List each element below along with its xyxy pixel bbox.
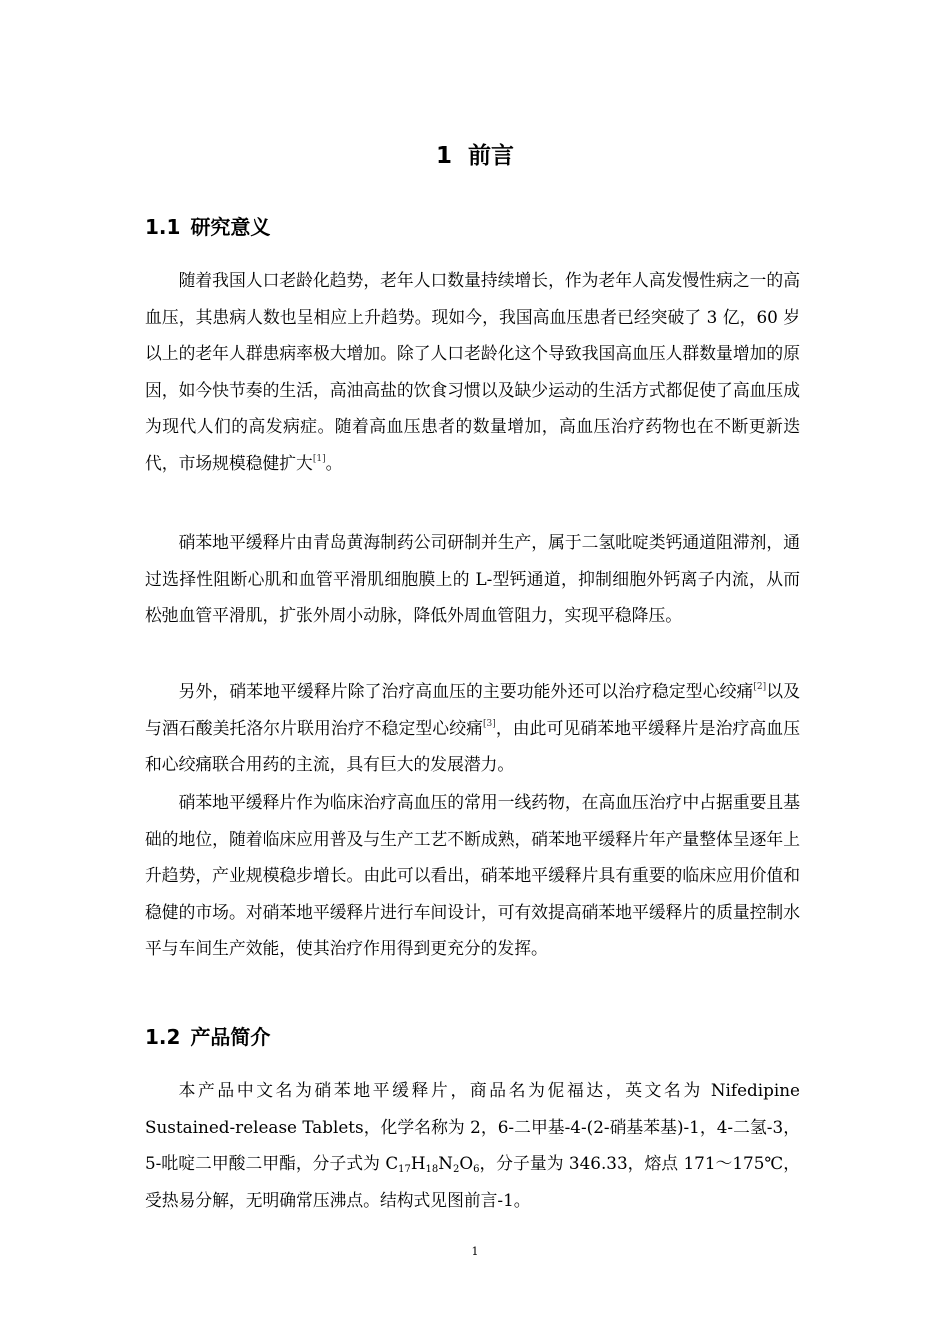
paragraph-research-significance-3 bbox=[145, 673, 800, 783]
paragraph-research-significance-2: 硝苯地平缓释片由青岛黄海制药公司研制并生产，属于二氢吡啶类钙通道阻滞剂，通过选择性阻断心肌和血管平滑肌细胞膜上的 L-型钙通道，抑制细胞外钙离子内流，从而松弛血管平滑肌，扩张外周小动脉，降低外周血管阻力，实现平稳降压。 bbox=[145, 532, 800, 625]
formula-subscript: 2 bbox=[452, 1164, 460, 1175]
paragraph-text: 随着我国人口老龄化趋势，老年人口数量持续增长，作为老年人高发慢性病之一的高血压，其患病人数也呈相应上升趋势。现如今，我国高血压患者已经突破了 3 亿，60 岁以上的老年人群患病率极大增加。除了人口老龄化这个导致我国高血压人群数量增加的原因，如今快节奏的生活，高油高盐的饮食习惯以及缺少运动的生活方式都促使了高血压成为现代人们的高发病症。随着高血压患者的数量增加，高血压治疗药物也在不断更新迭代，市场规模稳健扩大 bbox=[145, 270, 800, 473]
paragraph-text: ，分子量为 346.33，熔点 171～175℃，受热易分解，无明确常压沸点。结构式见图前言-1。 bbox=[145, 1153, 800, 1210]
citation-ref: [3] bbox=[483, 718, 496, 729]
chapter-heading bbox=[0, 140, 950, 172]
molecular-formula bbox=[385, 1153, 479, 1173]
section-title: 研究意义 bbox=[190, 215, 271, 239]
section-heading-1-1 bbox=[145, 212, 270, 242]
citation-ref: [1] bbox=[312, 453, 326, 464]
paragraph-text: 另外，硝苯地平缓释片除了治疗高血压的主要功能外还可以治疗稳定型心绞痛 bbox=[178, 681, 754, 701]
paragraph-text: ，由此可见硝苯地平缓释片是治疗高血压和心绞痛联合用药的主流，具有巨大的发展潜力。 bbox=[145, 717, 800, 774]
section-title: 产品简介 bbox=[190, 1025, 271, 1049]
paragraph-research-significance-4: 硝苯地平缓释片作为临床治疗高血压的常用一线药物，在高血压治疗中占据重要且基础的地位，随着临床应用普及与生产工艺不断成熟，硝苯地平缓释片年产量整体呈逐年上升趋势，产业规模稳步增长。由此可以看出，硝苯地平缓释片具有重要的临床应用价值和稳健的市场。对硝苯地平缓释片进行车间设计，可有效提高硝苯地平缓释片的质量控制水平与车间生产效能，使其治疗作用得到更充分的发挥。 bbox=[145, 792, 800, 958]
page-number: 1 bbox=[471, 1245, 479, 1258]
formula-subscript: 6 bbox=[473, 1164, 480, 1175]
paragraph-end: 。 bbox=[325, 452, 343, 473]
formula-element: H bbox=[410, 1153, 426, 1173]
paragraph-research-significance-1 bbox=[145, 262, 800, 481]
formula-subscript: 18 bbox=[425, 1164, 439, 1175]
citation-ref: [2] bbox=[753, 682, 767, 692]
formula-subscript: 17 bbox=[398, 1164, 411, 1175]
formula-element: N bbox=[438, 1153, 453, 1173]
section-number: 1.1 bbox=[145, 215, 181, 239]
section-number: 1.2 bbox=[145, 1025, 181, 1049]
paragraph-product-intro bbox=[145, 1072, 800, 1218]
formula-element: O bbox=[459, 1153, 474, 1173]
paragraph-text: 以及与酒石酸美托洛尔片联用治疗不稳定型心绞痛 bbox=[145, 681, 800, 738]
paragraph-text: 本产品中文名为硝苯地平缓释片，商品名为伲福达，英文名为 Nifedipine Sustained-release Tablets，化学名称为 2，6-二甲基-4-(2-硝基苯基)-1，4-二氢-3，5-吡啶二甲酸二甲酯，分子式为 bbox=[145, 1080, 800, 1173]
chapter-number: 1 bbox=[435, 143, 452, 169]
formula-element: C bbox=[385, 1153, 399, 1173]
chapter-title: 前言 bbox=[468, 143, 515, 169]
section-heading-1-2 bbox=[145, 1022, 270, 1052]
